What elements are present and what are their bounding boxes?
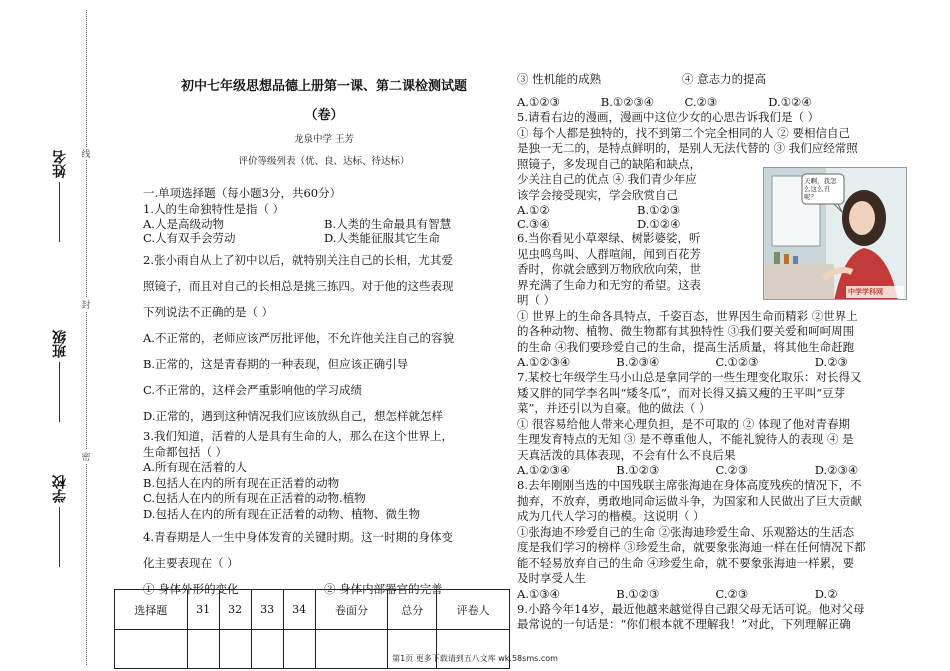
question-8-options [517,587,914,602]
class-label: 班级 [52,330,68,358]
question-6: 界充满了生命力和无穷的希望。这表 [517,277,701,292]
question-4-answers [517,95,852,110]
binding-margin [0,0,110,671]
option[interactable]: B.①②③④ [600,95,655,109]
page-subtitle: （卷） [304,108,344,123]
table-header-cell: 选择题 [115,590,188,630]
left-column [143,72,505,602]
name-field[interactable] [50,150,70,242]
item: ④ 意志力的提高 [682,72,767,86]
question-5: 该学会接受现实，学会欣赏自己 [517,187,678,202]
question-2: 照镜子，而且对自己的长相总是挑三拣四。对于他的这些表现 [143,279,454,293]
table-header-cell: 32 [219,590,251,630]
question-6: ① 世界上的生命各具特点，千姿百态，世界因生命而精彩 ②世界上 [517,308,858,323]
item: ① 身体外形的变化 [143,582,239,596]
class-blank[interactable] [60,362,61,422]
question-7: 菜”，并还引以为自豪。他的做法（ ） [517,401,711,415]
binding-dotted-line [86,10,87,665]
question-1: 1.人的生命独特性是指（ ） [143,201,285,216]
question-5-options [517,203,757,217]
option[interactable]: B.②③④ [616,355,660,369]
option[interactable]: C.包括人在内的所有现在正活着的动物.植物 [143,491,366,505]
question-2: 下列说法不正确的是（ ） [143,305,274,319]
option[interactable]: A.①③④ [517,586,560,601]
binding-word-mi: 密 [80,450,92,463]
question-7: 矮又胖的同学李名叫“矮冬瓜”，而对长得又搞又瘦的王平叫“豆芽 [517,385,846,400]
option[interactable]: A.不正常的，老师应该严厉批评他，不允许他关注自己的容貌 [143,331,454,345]
question-4: 4.青春期是人一生中身体发育的关键时期。这一时期的身体变 [143,530,453,544]
question-5: 是独一无二的，是特点鲜明的，是别人无法代替的 ③ 我们应经常照 [517,141,858,155]
option[interactable]: C.②③ [715,463,749,477]
option[interactable]: A.所有现在活着的人 [143,460,247,474]
question-6: 的各种动物、植物、微生物都有其独特性 ③我们要关爱和呵呵周围 [517,324,855,338]
option[interactable]: D.② [814,586,838,601]
option[interactable]: B.人类的生命最具有智慧 [324,217,452,231]
option[interactable]: D.①②④ [768,95,812,109]
option[interactable]: D.人类能征服其它生命 [324,231,440,245]
class-field[interactable] [50,330,70,422]
option[interactable]: D.正常的，遇到这种情况我们应该放纵自己，想怎样就怎样 [143,409,443,423]
option[interactable]: C.③④ [517,217,550,231]
question-8: 抛弃，不放弃，勇敢地同命运做斗争，为国家和人民做出了巨大贡献 [517,493,862,508]
question-9: 最常说的一句话是：“你们根本就不理解我！”对此，下列理解正确 [517,617,851,631]
question-7: 天真活泼的具体表现，不会有什么不良后果 [517,447,736,462]
option[interactable]: A.①②③④ [517,463,571,477]
option[interactable]: B.①②③ [616,586,660,601]
table-header-cell: 34 [283,590,315,630]
option[interactable]: D.包括人在内的所有现在正活着的动物、植物、微生物 [143,506,420,521]
question-6-options [517,355,914,370]
question-8: 及时享受人生 [517,571,586,585]
item: ② 身体内部器官的完善 [324,582,443,596]
table-header-cell: 评卷人 [437,590,510,630]
option[interactable]: D.①②④ [637,217,681,231]
question-6: 香时，你就会感到万物欣欣向荣，世 [517,262,701,276]
comic-speech-bubble: 天啊，我怎么这么丑呢？ [804,177,837,201]
option[interactable]: A.①② [517,203,550,217]
grading-scale: 评价等级列表（优、良、达标、待达标） [238,156,410,167]
question-5: 少关注自己的优点 ④ 我们青少年应 [517,172,697,186]
question-2: 2.张小雨自从上了初中以后，就特别关注自己的长相，尤其爱 [143,253,453,267]
question-5-options [517,217,757,231]
table-header-cell: 33 [251,590,283,630]
question-8: 能不轻易放弃自己的生命 ④珍爱生命，就不要象张海迪一样累，要 [517,555,855,570]
option[interactable]: D.②③ [814,355,848,369]
question-3: 生命都包括（ ） [143,444,228,459]
question-4-items [517,72,847,87]
question-7: 7.某校七年级学生马小山总是拿同学的一些生理变化取乐：对长得又 [517,370,862,384]
question-1-options [143,231,505,245]
question-1-options [143,217,505,231]
school-label: 学校 [52,475,68,503]
question-9: 9.小路今年14岁，最近他越来越觉得自己跟父母无话可说。他对父母 [517,601,865,616]
school-blank[interactable] [60,507,61,567]
question-6: 明（ ） [517,293,556,307]
option[interactable]: C.人有双手会劳动 [143,231,236,245]
table-header-cell: 31 [187,590,219,630]
author-line: 龙泉中学 王芳 [293,134,355,145]
question-7: 生理发育特点的无知 ③ 是不尊重他人，不能礼貌待人的表现 ④ 是 [517,432,854,446]
page-footer: 第1页 更多下载请到五八文库 wk.58sms.com [392,654,558,663]
table-header-cell: 卷面分 [315,590,388,630]
table-header-cell: 总分 [388,590,437,630]
option[interactable]: C.①②③ [715,355,759,369]
option[interactable]: D.②③④ [814,463,859,477]
right-column [517,72,914,633]
question-7-options [517,463,914,478]
option[interactable]: A.①②③④ [517,355,571,369]
name-blank[interactable] [60,182,61,242]
question-6: 6.当你看见小草翠绿、树影婆娑，听 [517,231,701,245]
question-3: 3.我们知道，活着的人是具有生命的人，那么在这个世界上， [143,429,453,443]
table-row [115,590,510,630]
option[interactable]: A.人是高级动物 [143,217,224,231]
question-6: 见虫鸣鸟叫、人群喧闹，闻到百花芳 [517,246,701,261]
question-5: 5.请看右边的漫画，漫画中这位少女的心思告诉我们是（ ） [517,110,820,124]
option[interactable]: A.①②③ [517,95,560,109]
question-6: 的生命 ④我们要珍爱自己的生命，提高生活质量，将其他生命赶跑 [517,339,855,354]
binding-word-xian: 线 [80,147,92,160]
comic-logo: 中学学科网 [848,288,883,296]
question-5: ① 每个人都是独特的，找不到第二个完全相同的人 ② 要相信自己 [517,125,850,140]
item: ③ 性机能的成熟 [517,72,602,86]
school-field[interactable] [50,475,70,567]
question-8: 度是我们学习的榜样 ③珍爱生命，就要象张海迪一样在任何情况下都 [517,540,866,554]
question-8: 成为几代人学习的楷模。这说明（ ） [517,509,705,523]
question-8: 8.去年刚刚当选的中国残联主席张海迪在身体高度残疾的情况下，不 [517,478,862,492]
option[interactable]: B.正常的，这是青春期的一种表现，但应该正确引导 [143,357,409,371]
option[interactable]: C.②③ [684,95,718,109]
question-4: 化主要表现在（ ） [143,556,239,570]
option[interactable]: B.包括人在内的所有现在正活着的动物 [143,475,340,490]
option[interactable]: C.不正常的，这样会严重影响他的学习成绩 [143,383,363,397]
comic-image [763,167,907,300]
question-5: 照镜子，多发现自己的缺陷和缺点， [517,156,701,171]
option[interactable]: C.②③ [715,586,749,601]
question-7: ① 很容易给他人带来心理负担，是不可取的 ② 体现了他对青春期 [517,416,850,431]
page-title: 初中七年级思想品德上册第一课、第二课检测试题 [180,79,467,94]
section-heading: 一.单项选择题（每小题3分，共60分） [143,186,342,200]
name-label: 姓名 [52,150,68,178]
option[interactable]: B.①②③ [637,203,681,217]
question-8: ①张海迪不珍爱自己的生命 ②张海迪珍爱生命、乐观豁达的生活态 [517,524,855,539]
option[interactable]: B.①②③ [616,463,660,477]
binding-word-feng: 封 [80,298,92,311]
